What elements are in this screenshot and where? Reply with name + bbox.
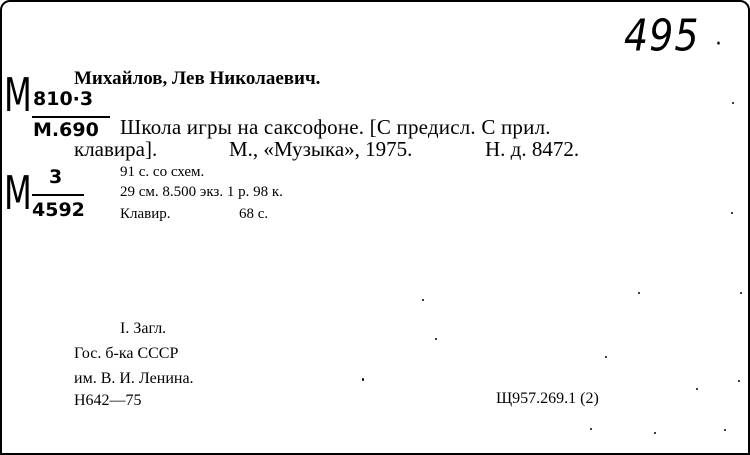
speck xyxy=(605,356,607,358)
shelfmark-1-letter: М xyxy=(4,68,32,122)
size-edition-price: 29 см. 8.500 экз. 1 р. 98 к. xyxy=(120,184,283,200)
speck xyxy=(422,299,424,301)
shelfmark-2-divider xyxy=(32,194,84,196)
speck xyxy=(740,292,742,294)
inventory-number-handwritten: 495 xyxy=(624,10,700,61)
library-name-line-2: им. В. И. Ленина. xyxy=(74,370,194,387)
shelfmark-1-divider xyxy=(32,116,110,118)
speck xyxy=(654,432,656,434)
speck xyxy=(435,338,437,340)
shelfmark-1-bottom: М.690 xyxy=(33,119,99,141)
card-number: Н642—75 xyxy=(74,392,142,409)
tracing-title: I. Загл. xyxy=(120,320,167,337)
supplement-pages: 68 с. xyxy=(239,206,269,222)
shelfmark-2-top: 3 xyxy=(49,166,63,188)
pagination: 91 с. со схем. xyxy=(120,164,205,180)
speck xyxy=(696,388,698,390)
publisher-number: Н. д. 8472. xyxy=(485,137,580,161)
title-line-2-part-1: клавира]. xyxy=(74,137,158,161)
speck xyxy=(638,292,640,294)
author-heading: Михайлов, Лев Николаевич. xyxy=(74,68,321,89)
speck xyxy=(724,429,726,431)
speck xyxy=(590,428,592,430)
classification-index: Щ957.269.1 (2) xyxy=(496,390,599,407)
speck xyxy=(362,378,364,381)
shelfmark-1-top: 810·3 xyxy=(33,88,94,110)
ink-dot: · xyxy=(715,32,722,57)
title-line-1: Школа игры на саксофоне. [С предисл. С прил. xyxy=(120,115,551,139)
library-name-line-1: Гос. б-ка СССР xyxy=(74,345,179,362)
speck xyxy=(738,380,740,382)
shelfmark-2-letter: М xyxy=(4,166,32,220)
supplement-label: Клавир. xyxy=(120,206,171,222)
shelfmark-2-bottom: 4592 xyxy=(32,199,85,221)
speck xyxy=(732,102,734,104)
imprint: М., «Музыка», 1975. xyxy=(229,137,413,161)
speck xyxy=(731,212,733,214)
